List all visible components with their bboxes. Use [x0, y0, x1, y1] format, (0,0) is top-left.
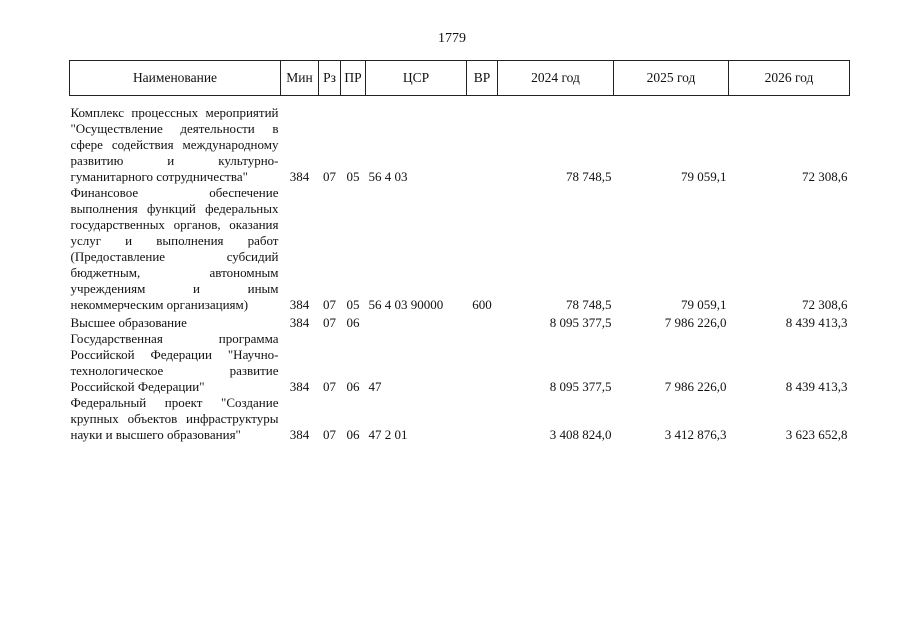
- row-csr: 56 4 03 90000: [368, 297, 444, 312]
- row-rz: 07: [323, 297, 336, 312]
- row-min: 384: [289, 379, 310, 394]
- row-pr: 05: [346, 297, 360, 312]
- row-vr: [467, 313, 498, 331]
- table-header-row: [70, 61, 850, 96]
- row-2026: 72 308,6: [802, 169, 848, 184]
- row-csr: 47 2 01: [368, 427, 408, 442]
- header-name: Наименование: [70, 61, 281, 96]
- row-2024: 78 748,5: [566, 169, 612, 184]
- row-2024: 3 408 824,0: [549, 427, 612, 442]
- row-name: Федеральный проект "Создание крупных объектов инфраструктуры науки и высшего образования": [70, 395, 279, 442]
- table-row: [70, 185, 850, 313]
- table-row: [70, 96, 850, 186]
- table-row: [70, 331, 850, 395]
- table-row: [70, 313, 850, 331]
- row-pr: 06: [346, 379, 360, 394]
- row-vr: [467, 331, 498, 395]
- header-2025: 2025 год: [614, 61, 729, 96]
- header-vr: ВР: [467, 61, 498, 96]
- row-2026: 8 439 413,3: [785, 315, 848, 330]
- header-2026: 2026 год: [729, 61, 850, 96]
- row-csr: 47: [368, 379, 382, 394]
- row-rz: 07: [323, 379, 336, 394]
- header-csr: ЦСР: [366, 61, 467, 96]
- row-2026: 72 308,6: [802, 297, 848, 312]
- row-vr: [467, 96, 498, 186]
- row-2024: 78 748,5: [566, 297, 612, 312]
- row-vr: [467, 395, 498, 443]
- row-2025: 3 412 876,3: [664, 427, 727, 442]
- row-pr: 05: [346, 169, 360, 184]
- row-vr: 600: [472, 297, 492, 312]
- row-rz: 07: [323, 315, 336, 330]
- row-name: Государственная программа Российской Федерации "Научно-технологическое развитие Российской Федерации": [70, 331, 279, 394]
- row-pr: 06: [346, 315, 360, 330]
- row-rz: 07: [323, 427, 336, 442]
- row-csr: [366, 313, 467, 331]
- row-min: 384: [289, 169, 310, 184]
- row-2025: 79 059,1: [681, 297, 727, 312]
- header-2024: 2024 год: [498, 61, 614, 96]
- row-min: 384: [289, 297, 310, 312]
- row-name: Комплекс процессных мероприятий "Осуществление деятельности в сфере содействия международному развитию и культурно-гуманитарного сотрудничества": [70, 105, 279, 184]
- row-2024: 8 095 377,5: [549, 379, 612, 394]
- row-min: 384: [289, 315, 310, 330]
- row-name: Финансовое обеспечение выполнения функций федеральных государственных органов, оказания услуг и выполнения работ (Предоставление субсидий бюджетным, автономным учреждениям и иным некоммерческим организациям): [70, 185, 279, 312]
- header-min: Мин: [281, 61, 319, 96]
- row-2025: 7 986 226,0: [664, 315, 727, 330]
- row-2026: 8 439 413,3: [785, 379, 848, 394]
- row-min: 384: [289, 427, 310, 442]
- header-rz: Рз: [319, 61, 341, 96]
- row-csr: 56 4 03: [368, 169, 408, 184]
- row-name: Высшее образование: [70, 315, 187, 330]
- row-2026: 3 623 652,8: [785, 427, 848, 442]
- row-2025: 79 059,1: [681, 169, 727, 184]
- budget-table: [69, 60, 850, 443]
- row-2025: 7 986 226,0: [664, 379, 727, 394]
- row-rz: 07: [323, 169, 336, 184]
- table-row: [70, 395, 850, 443]
- header-pr: ПР: [341, 61, 366, 96]
- row-pr: 06: [346, 427, 360, 442]
- page-number: 1779: [438, 31, 466, 46]
- row-2024: 8 095 377,5: [549, 315, 612, 330]
